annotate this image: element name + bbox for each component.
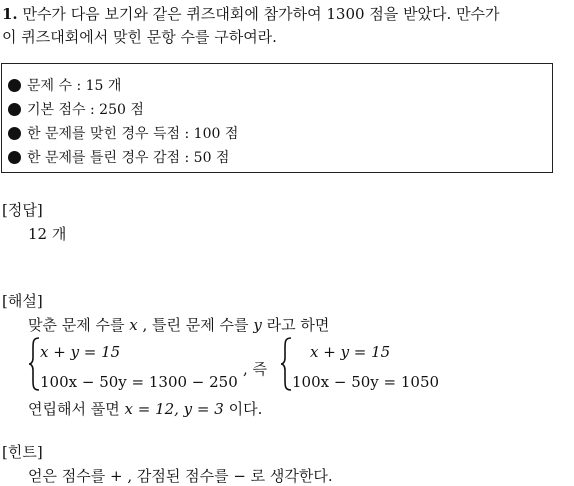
bullet-icon	[8, 127, 21, 140]
explanation-conclusion	[28, 398, 262, 419]
system-2-eq-1: x + y = 15	[310, 343, 391, 361]
answer-value: 12 개	[28, 225, 67, 243]
answer-heading: [정답]	[2, 201, 43, 219]
bullet-icon	[8, 151, 21, 164]
conclusion-math: x = 12, y = 3	[124, 400, 224, 418]
condition-text: 한 문제를 틀린 경우 감점 : 50 점	[27, 150, 230, 166]
condition-item	[8, 123, 238, 143]
condition-item	[8, 147, 229, 167]
hint-text: 얻은 점수를 + , 감점된 점수를 − 로 생각한다.	[28, 467, 333, 485]
bullet-icon	[8, 79, 21, 92]
question-text-1: 만수가 다음 보기와 같은 퀴즈대회에 참가하여 1300 점을 받았다. 만수가	[22, 5, 500, 23]
bullet-icon	[8, 103, 21, 116]
explanation-heading: [해설]	[2, 292, 43, 310]
intro-text-b: , 틀린 문제 수를	[142, 316, 249, 334]
conditions-box	[1, 63, 553, 173]
connector-text: , 즉	[243, 360, 268, 378]
question-text-2: 이 퀴즈대회에서 맞힌 문항 수를 구하여라.	[2, 28, 277, 46]
intro-text-c: 라고 하면	[266, 316, 330, 334]
hint-heading: [힌트]	[2, 443, 43, 461]
condition-item	[8, 75, 121, 95]
system-2-brace	[280, 336, 292, 392]
conclusion-text-a: 연립해서 풀면	[28, 400, 120, 418]
var-x: x	[129, 316, 138, 334]
condition-text: 문제 수 : 15 개	[27, 78, 122, 94]
system-1-eq-2: 100x − 50y = 1300 − 250	[40, 373, 238, 391]
system-1-brace	[28, 336, 40, 392]
question-number: 1.	[2, 5, 18, 23]
system-1-eq-1: x + y = 15	[40, 343, 121, 361]
var-y: y	[253, 316, 262, 334]
condition-item	[8, 99, 144, 119]
explanation-intro	[28, 314, 329, 335]
question-line-1	[2, 4, 500, 24]
condition-text: 한 문제를 맞힌 경우 득점 : 100 점	[27, 126, 239, 142]
conclusion-text-b: 이다.	[228, 400, 263, 418]
condition-text: 기본 점수 : 250 점	[27, 102, 144, 118]
system-2-eq-2: 100x − 50y = 1050	[292, 373, 440, 391]
intro-text-a: 맞춘 문제 수를	[28, 316, 125, 334]
